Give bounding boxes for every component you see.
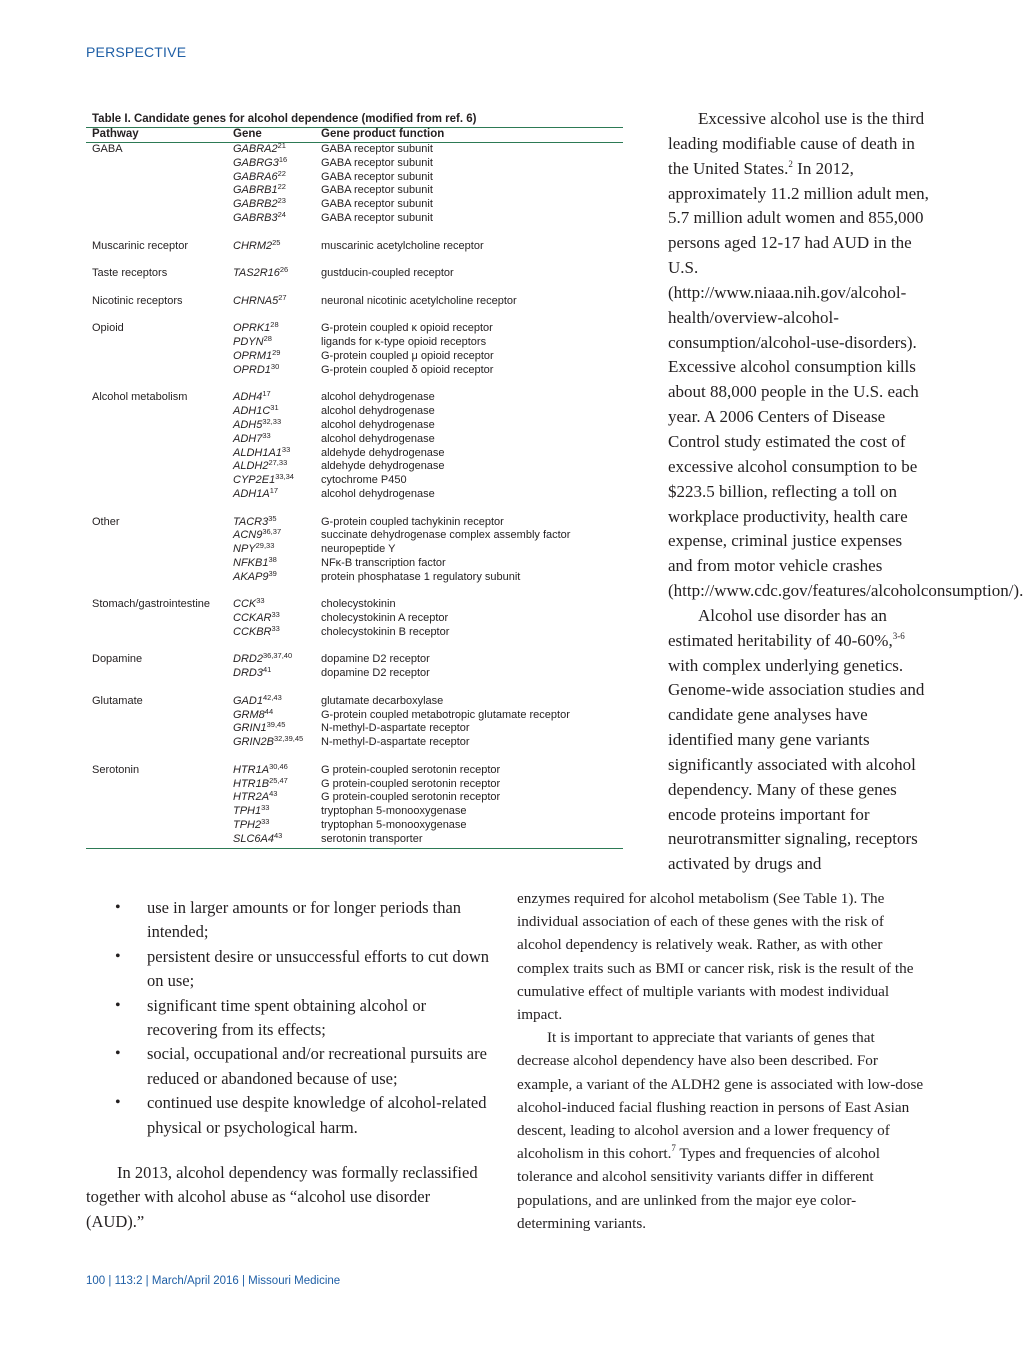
pathway-cell: Alcohol metabolism [92,391,188,404]
function-cell: G-protein coupled δ opioid receptor [321,363,494,376]
function-cell: neuropeptide Y [321,543,396,556]
table-row [233,267,623,281]
gene-cell: $SLC6A4^{43}$ [233,830,283,845]
column-header-function: Gene product function [321,128,445,140]
function-cell: GABA receptor subunit [321,170,433,183]
paragraph: Alcohol use disorder has an estimated heritability of 40-60%,$^{3-6}$ with complex underlying genetics. Genome-wide association studies and candidate gene analyses have identified many gene variants significantly associated with alcohol dependency. Many of these genes encode proteins important for neurotransmitter signaling, receptors activated by drugs and [668,605,925,874]
gene-cell: $CHRM2^{25}$ [233,237,281,252]
function-cell: tryptophan 5-monooxygenase [321,805,467,818]
table-row [233,761,623,778]
table-group [86,653,623,681]
table-header-row [86,127,623,143]
candidate-genes-table [86,112,623,849]
table-row [233,706,623,723]
table-row [233,775,623,792]
pathway-cell: Other [92,515,120,528]
table-row [233,568,623,585]
table-row [233,653,623,667]
table-row [233,391,623,405]
gene-cell: ADH5$^{32,33}$ [233,416,282,431]
column-header-gene: Gene [233,128,262,140]
pathway-cell: Stomach/gastrointestine [92,598,211,611]
table-group [86,513,623,585]
table-row [233,474,623,488]
paragraph: enzymes required for alcohol metabolism (See Table 1). The individual association of each of these genes with the risk of alcohol dependency is relatively weak. Rather, as with other complex traits such as BMI or cancer risk, risk is the result of the cumulative effect of multiple variants with modest individual impact. [517,890,914,1024]
table-row [233,485,623,502]
table-bottom-rule [86,848,623,849]
gene-cell: $ALDH1A1^{33}$ [233,444,291,459]
function-cell: G-protein coupled κ opioid receptor [321,322,493,335]
function-cell: G protein-coupled serotonin receptor [321,791,501,804]
gene-cell: $GRM8^{44}$ [233,706,274,721]
table-row [233,184,623,198]
function-cell: GABA receptor subunit [321,184,433,197]
function-cell: aldehyde dehydrogenase [321,446,445,459]
criteria-bullet-list [115,896,495,1140]
pathway-cell: Muscarinic receptor [92,239,188,252]
table-row [233,513,623,530]
table-row [233,430,623,447]
gene-cell: $OPRD1^{30}$ [233,361,280,376]
table-row [233,830,623,847]
table-row [233,623,623,640]
function-cell: cholecystokinin A receptor [321,612,449,625]
table-row [233,736,623,750]
function-cell: GABA receptor subunit [321,143,433,155]
gene-cell: ACN9$^{36,37}$ [233,527,282,542]
table-row [233,444,623,461]
function-cell: alcohol dehydrogenase [321,487,435,500]
function-cell: dopamine D2 receptor [321,653,430,666]
function-cell: alcohol dehydrogenase [321,391,435,404]
page-footer: 100 | 113:2 | March/April 2016 | Missouri Medicine [86,1275,341,1287]
table-row [233,336,623,350]
table-row [233,347,623,364]
function-cell: ligands for κ-type opioid receptors [321,336,487,349]
function-cell: glutamate decarboxylase [321,694,444,707]
gene-cell: $TPH1^{33}$ [233,803,270,818]
table-row [233,405,623,419]
gene-cell: $TACR3^{35}$ [233,513,277,528]
gene-cell: GRIN1$^{39,45}$ [233,720,286,735]
column-header-pathway: Pathway [92,128,139,140]
gene-cell: $AKAP9^{39}$ [233,568,277,583]
gene-cell: $GABRB3^{24}$ [233,209,286,224]
gene-cell: $OPRM1^{29}$ [233,347,281,362]
table-group [86,267,623,281]
table-row [233,692,623,709]
gene-cell: $OPRK1^{28}$ [233,320,279,335]
table-row [233,237,623,254]
pathway-cell: Opioid [92,322,124,335]
table-row [233,667,623,681]
table-row [233,416,623,433]
function-cell: G-protein coupled metabotropic glutamate receptor [321,708,570,721]
gene-cell: PDYN$^{28}$ [233,334,272,349]
gene-cell: ALDH2$^{27,33}$ [233,458,288,473]
function-cell: aldehyde dehydrogenase [321,460,445,473]
table-row [233,543,623,557]
pathway-cell: Dopamine [92,653,143,666]
gene-cell: $GABRA2^{21}$ [233,141,286,155]
function-cell: dopamine D2 receptor [321,667,430,680]
gene-cell: $GABRB1^{22}$ [233,182,286,197]
table-group [86,143,623,226]
gene-cell: $HTR1A^{30,46}$ [233,761,288,776]
function-cell: G protein-coupled serotonin receptor [321,777,501,790]
table-row [233,819,623,833]
table-row [233,322,623,336]
gene-cell: $NFKB1^{38}$ [233,554,277,569]
table-row [233,361,623,378]
function-cell: G-protein coupled tachykinin receptor [321,515,504,528]
paragraph: Excessive alcohol use is the third leading modifiable cause of death in the United States.$^2$ In 2012, approximately 11.2 million adult men, 5.7 million adult women and 855,000 persons aged 12-17 had AUD in the U.S. (http://www.niaaa.nih.gov/alcohol-health/overview-alcohol-consumption/alcohol-use-disorders). Excessive alcohol consumption kills about 88,000 people in the U.S. each year. A 2006 Centers of Disease Control study estimated the cost of excessive alcohol consumption to be $223.5 billion, reflecting a toll on workplace productivity, health care expense, criminal justice expenses and from motor vehicle crashes (http://www.cdc.gov/features/alcoholconsumption/). [668,109,1024,601]
function-cell: GABA receptor subunit [321,198,433,211]
paragraph: It is important to appreciate that variants of genes that decrease alcohol dependency have also been described. For example, a variant of the ALDH2 gene is associated with low-dose alcohol-induced facial flushing reaction in persons of East Asian descent, leading to alcohol aversion and a lower frequency of alcoholism in this cohort.$^7$ Types and frequencies of alcohol tolerance and alcohol sensitivity variants differ in different populations, and are unlinked from the major eye color-determining variants. [517,1029,924,1232]
gene-cell: $ADH1A^{17}$ [233,485,279,500]
gene-cell: $HTR1B^{25,47}$ [233,775,288,790]
pathway-cell: Serotonin [92,763,140,776]
section-header: PERSPECTIVE [86,44,187,60]
gene-cell: NPY$^{29,33}$ [233,541,275,556]
gene-cell: $GABRB2^{23}$ [233,196,286,211]
gene-cell: CCK$^{33}$ [233,596,265,611]
gene-cell: $CHRNA5^{27}$ [233,292,287,307]
table-group [86,292,623,309]
function-cell: alcohol dehydrogenase [321,405,435,418]
table-row [233,168,623,185]
function-cell: N-methyl-D-aspartate receptor [321,736,470,749]
function-cell: cholecystokinin B receptor [321,625,450,638]
table-row [233,805,623,819]
table-group [86,761,623,847]
function-cell: cytochrome P450 [321,474,407,487]
table-row [233,198,623,212]
table-row [233,554,623,571]
gene-cell: $TPH2^{33}$ [233,817,270,832]
function-cell: GABA receptor subunit [321,156,433,169]
table-row [233,143,623,157]
paragraph: In 2013, alcohol dependency was formally reclassified together with alcohol abuse as “alcohol use disorder (AUD).” [86,1163,478,1231]
pathway-cell: Nicotinic receptors [92,294,183,307]
function-cell: GABA receptor subunit [321,211,433,224]
list-item: • persistent desire or unsuccessful efforts to cut down on use; [115,945,495,994]
right-column-text-bottom [517,887,929,1235]
gene-cell: $GABRA6^{22}$ [233,168,286,183]
pathway-cell: Glutamate [92,694,143,707]
gene-cell: DRD2$^{36,37,40}$ [233,651,293,666]
function-cell: NFκ-B transcription factor [321,556,446,569]
right-column-text-top [668,107,1024,877]
gene-cell: $HTR2A^{43}$ [233,789,278,804]
table-body [86,143,623,847]
table-row [233,292,623,309]
function-cell: cholecystokinin [321,598,396,611]
gene-cell: $ADH1C^{31}$ [233,403,279,418]
gene-cell: $ADH4^{17}$ [233,389,271,404]
left-column-paragraph [86,1161,486,1234]
pathway-cell: Taste receptors [92,267,168,280]
table-row [233,529,623,543]
table-row [233,209,623,226]
gene-cell: CCKAR$^{33}$ [233,610,280,625]
list-item: • continued use despite knowledge of alcohol-related physical or psychological harm. [115,1091,495,1140]
gene-cell: $GRIN2B^{32,39,45}$ [233,734,304,749]
gene-cell: $ADH7^{33}$ [233,430,271,445]
function-cell: muscarinic acetylcholine receptor [321,239,484,252]
list-item: • significant time spent obtaining alcohol or recovering from its effects; [115,994,495,1043]
table-group [86,692,623,750]
gene-cell: GAD1$^{42,43}$ [233,692,282,707]
table-group [86,322,623,377]
function-cell: G-protein coupled μ opioid receptor [321,349,494,362]
list-item: • use in larger amounts or for longer periods than intended; [115,896,495,945]
function-cell: alcohol dehydrogenase [321,432,435,445]
table-caption: Table I. Candidate genes for alcohol dependence (modified from ref. 6) [92,113,477,125]
function-cell: G protein-coupled serotonin receptor [321,763,501,776]
list-item: • social, occupational and/or recreational pursuits are reduced or abandoned because of use; [115,1042,495,1091]
pathway-cell: GABA [92,143,123,155]
table-group [86,391,623,501]
function-cell: alcohol dehydrogenase [321,418,435,431]
gene-cell: $DRD3^{41}$ [233,665,272,680]
gene-cell: CYP2E1$^{33,34}$ [233,472,294,487]
table-row [233,154,623,171]
table-row [233,612,623,626]
gene-cell: CCKBR$^{33}$ [233,623,280,638]
function-cell: serotonin transporter [321,832,423,845]
function-cell: neuronal nicotinic acetylcholine receptor [321,294,517,307]
table-row [233,791,623,805]
function-cell: tryptophan 5-monooxygenase [321,819,467,832]
function-cell: succinate dehydrogenase complex assembly factor [321,529,571,542]
gene-cell: $TAS2R16^{26}$ [233,265,289,280]
table-row [233,598,623,612]
function-cell: N-methyl-D-aspartate receptor [321,722,470,735]
table-group [86,237,623,254]
table-group [86,598,623,639]
function-cell: gustducin-coupled receptor [321,267,454,280]
gene-cell: $GABRG3^{16}$ [233,154,288,169]
function-cell: protein phosphatase 1 regulatory subunit [321,570,521,583]
